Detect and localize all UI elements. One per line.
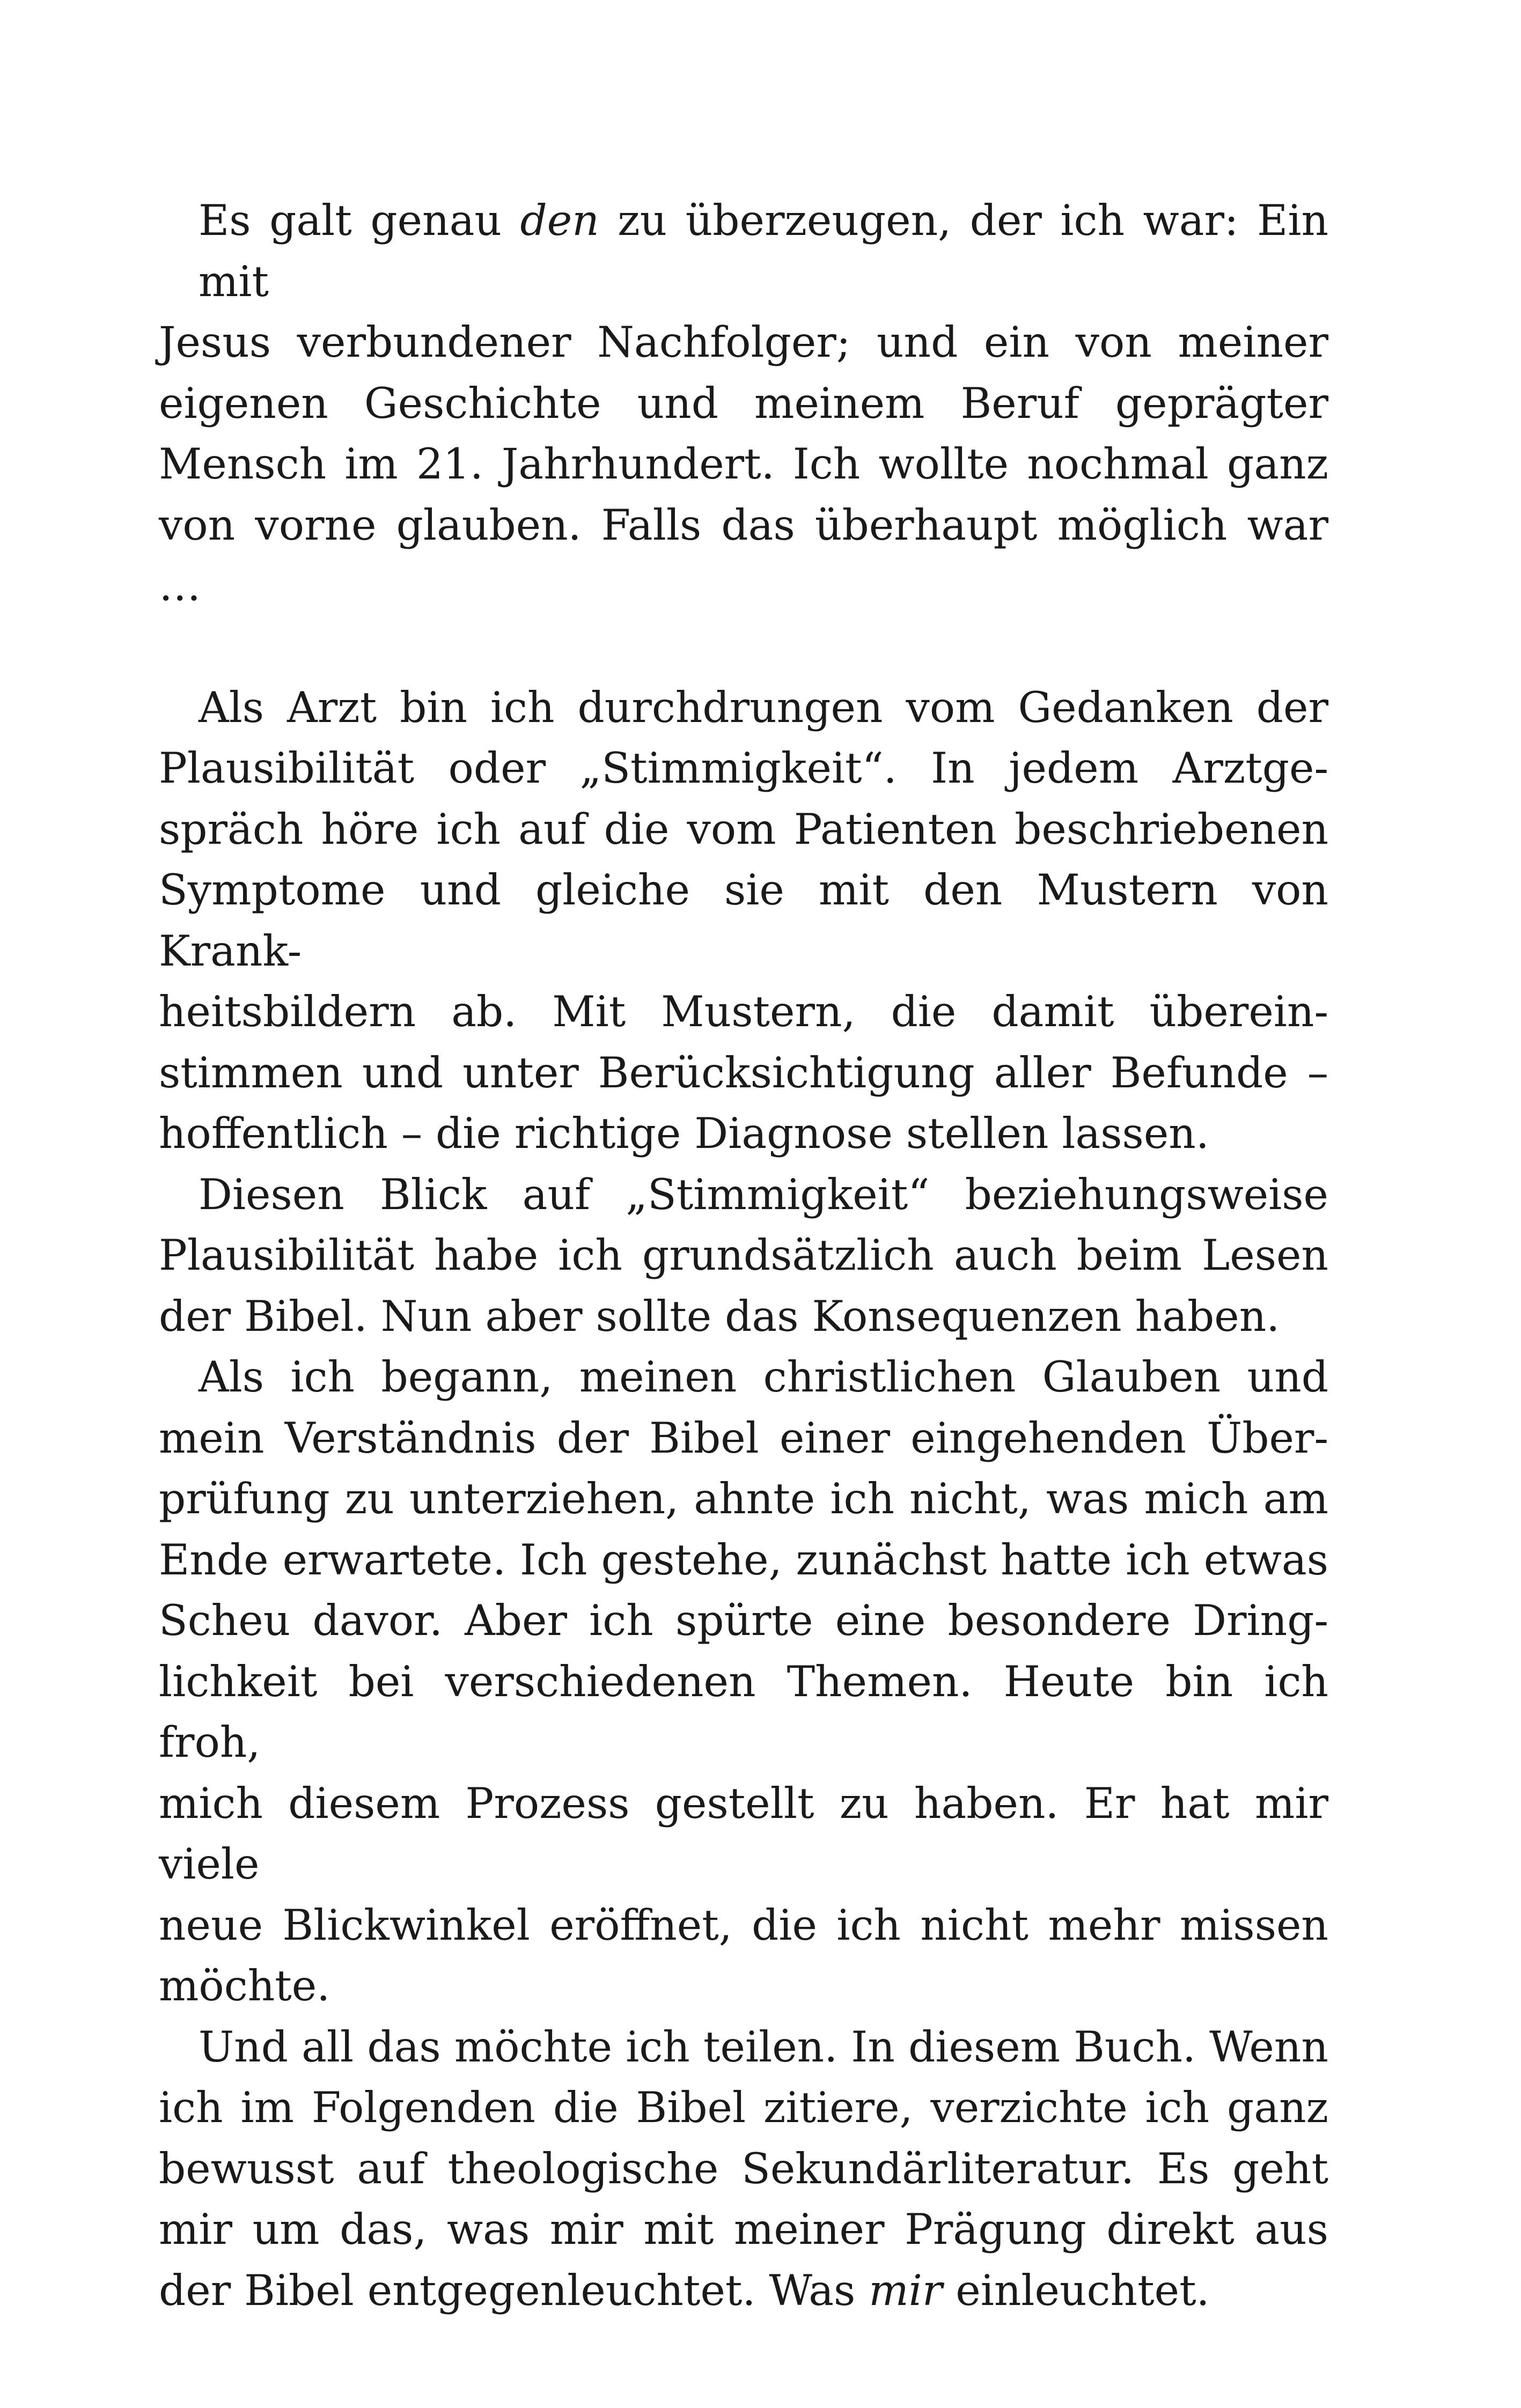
text-run: Mensch im 21. Jahrhundert. Ich wollte nochmal ganz [159, 439, 1328, 489]
text-line [159, 1347, 1328, 1408]
text-line [159, 1652, 1328, 1773]
text-run: eigenen Geschichte und meinem Beruf geprägter [159, 378, 1328, 428]
text-line [159, 738, 1328, 799]
text-line [159, 495, 1328, 617]
text-run: einleuchtet. [942, 2265, 1210, 2315]
text-run: Jesus verbundener Nachfolger; und ein von meiner [159, 318, 1328, 367]
text-run: Plausibilität oder „Stimmigkeit“. In jedem Arztge- [159, 743, 1328, 793]
text-line [159, 860, 1328, 982]
text-run: lichkeit bei verschiedenen Themen. Heute bin ich froh, [159, 1656, 1328, 1767]
text-line [159, 1773, 1328, 1895]
text-run: Symptome und gleiche sie mit den Mustern von Krank- [159, 865, 1328, 976]
text-run: der Bibel entgegenleuchtet. Was [159, 2265, 869, 2315]
paragraph [159, 2017, 1328, 2322]
text-run: heitsbildern ab. Mit Mustern, die damit überein- [159, 987, 1328, 1036]
text-run: neue Blickwinkel eröffnet, die ich nicht mehr missen [159, 1900, 1328, 1950]
text-line [159, 312, 1328, 373]
text-line [159, 2199, 1328, 2260]
text-run: mein Verständnis der Bibel einer eingehenden Über- [159, 1413, 1328, 1463]
text-line [159, 1895, 1328, 1956]
text-line [159, 982, 1328, 1043]
text-run: Als ich begann, meinen christlichen Glauben und [199, 1352, 1328, 1402]
text-run: Und all das möchte ich teilen. In diesem Buch. Wenn [199, 2022, 1328, 2072]
paragraph [159, 678, 1328, 1165]
text-run: Scheu davor. Aber ich spürte eine besondere Dring- [159, 1596, 1328, 1645]
text-run: Diesen Blick auf „Stimmigkeit“ beziehungsweise [199, 1169, 1328, 1219]
text-run: möchte. [159, 1961, 330, 2011]
paragraph [159, 1347, 1328, 2017]
text-run: von vorne glauben. Falls das überhaupt möglich war … [159, 500, 1328, 610]
paragraph [159, 1165, 1328, 1347]
text-line [159, 2139, 1328, 2200]
text-line [159, 678, 1328, 739]
text-run: stimmen und unter Berücksichtigung aller Befunde – [159, 1048, 1328, 1098]
text-run: Ende erwartete. Ich gestehe, zunächst hatte ich etwas [159, 1535, 1328, 1585]
text-line [159, 1103, 1328, 1165]
text-run: Plausibilität habe ich grundsätzlich auch beim Lesen [159, 1231, 1328, 1280]
text-line [159, 190, 1328, 312]
text-line [159, 1165, 1328, 1226]
text-line [159, 2017, 1328, 2078]
text-run: mich diesem Prozess gestellt zu haben. Er hat mir viele [159, 1778, 1328, 1889]
text-line [159, 373, 1328, 435]
text-line [159, 1225, 1328, 1286]
text-line [159, 799, 1328, 860]
text-run: der Bibel. Nun aber sollte das Konsequenzen haben. [159, 1291, 1280, 1341]
text-line [159, 434, 1328, 495]
text-line [159, 1469, 1328, 1530]
text-run: ich im Folgenden die Bibel zitiere, verzichte ich ganz [159, 2083, 1328, 2132]
text-run: mir um das, was mir mit meiner Prägung direkt aus [159, 2205, 1328, 2254]
text-line [159, 1590, 1328, 1652]
text-run: Es galt genau [199, 196, 520, 245]
text-line [159, 2260, 1328, 2322]
text-line [159, 1408, 1328, 1469]
text-run: spräch höre ich auf die vom Patienten beschriebenen [159, 804, 1328, 854]
book-page-text [159, 190, 1328, 2321]
text-run: Als Arzt bin ich durchdrungen vom Gedanken der [199, 682, 1328, 732]
text-line [159, 1530, 1328, 1591]
text-line [159, 1956, 1328, 2017]
emphasis-text: den [520, 196, 599, 245]
paragraph [159, 190, 1328, 617]
text-run: bewusst auf theologische Sekundärliteratur. Es geht [159, 2144, 1328, 2193]
text-run: zu überzeugen, der ich war: Ein mit [199, 196, 1328, 306]
text-run: prüfung zu unterziehen, ahnte ich nicht, was mich am [159, 1474, 1328, 1523]
text-line [159, 1286, 1328, 1347]
text-line [159, 2078, 1328, 2139]
text-run: hoffentlich – die richtige Diagnose stellen lassen. [159, 1109, 1209, 1158]
text-line [159, 1043, 1328, 1104]
emphasis-text: mir [869, 2265, 943, 2315]
